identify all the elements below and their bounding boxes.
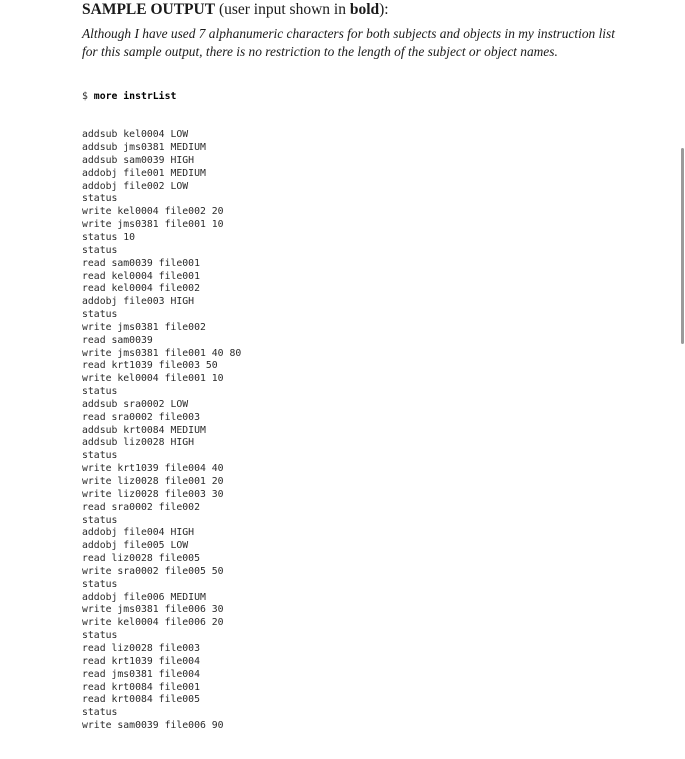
console-line: read jms0381 file004 bbox=[82, 668, 200, 680]
command-line bbox=[82, 91, 642, 104]
console-line: status bbox=[82, 309, 118, 321]
shell-prompt: $ bbox=[82, 90, 94, 102]
console-output bbox=[82, 65, 642, 759]
console-line: addsub krt0084 MEDIUM bbox=[82, 424, 206, 436]
italic-note: Although I have used 7 alphanumeric characters for both subjects and objects in my instruction list for this sample output, there is no restriction to the length of the subject or object names. bbox=[82, 26, 615, 59]
heading-bold-word: bold bbox=[349, 1, 380, 18]
console-line: addobj file006 MEDIUM bbox=[82, 591, 206, 603]
console-line: read sam0039 bbox=[82, 334, 153, 346]
console-line: addsub liz0028 HIGH bbox=[82, 437, 195, 449]
console-line: read krt0084 file005 bbox=[82, 694, 200, 706]
console-line: write liz0028 file003 30 bbox=[82, 488, 224, 500]
console-line: read kel0004 file001 bbox=[82, 270, 200, 282]
console-line: write sra0002 file005 50 bbox=[82, 565, 224, 577]
scrollbar[interactable] bbox=[677, 0, 685, 700]
console-line: write jms0381 file002 bbox=[82, 321, 206, 333]
console-line: status bbox=[82, 244, 118, 256]
scrollbar-thumb[interactable] bbox=[681, 148, 684, 344]
console-line: status bbox=[82, 707, 118, 719]
console-line: read kel0004 file002 bbox=[82, 283, 200, 295]
console-line: read krt0084 file001 bbox=[82, 681, 200, 693]
output-lines bbox=[82, 129, 642, 733]
console-line: status bbox=[82, 630, 118, 642]
heading-suffix: ): bbox=[379, 1, 389, 18]
console-line: addsub kel0004 LOW bbox=[82, 129, 189, 141]
console-line: write krt1039 file004 40 bbox=[82, 463, 224, 475]
console-line: addobj file003 HIGH bbox=[82, 296, 195, 308]
console-line: status 10 bbox=[82, 231, 136, 243]
console-line: write liz0028 file001 20 bbox=[82, 476, 224, 487]
console-line: read liz0028 file003 bbox=[82, 642, 200, 654]
console-line: addobj file005 LOW bbox=[82, 540, 189, 552]
heading-prefix: (user input shown in bbox=[215, 1, 350, 18]
console-line: read sra0002 file002 bbox=[82, 501, 200, 513]
console-line: write sam0039 file006 90 bbox=[82, 720, 224, 732]
console-line: write jms0381 file001 10 bbox=[82, 219, 224, 231]
document bbox=[82, 0, 642, 759]
console-line: read krt1039 file004 bbox=[82, 655, 200, 667]
console-line: write jms0381 file001 40 80 bbox=[82, 347, 242, 359]
console-line: read krt1039 file003 50 bbox=[82, 360, 218, 372]
console-line: addsub jms0381 MEDIUM bbox=[82, 142, 206, 154]
console-line: addsub sra0002 LOW bbox=[82, 398, 189, 410]
console-line: status bbox=[82, 193, 118, 205]
user-command: more instrList bbox=[93, 90, 177, 102]
console-line: status bbox=[82, 386, 118, 398]
heading-title: SAMPLE OUTPUT bbox=[82, 1, 216, 18]
console-line: addsub sam0039 HIGH bbox=[82, 154, 195, 166]
console-line: write kel0004 file001 10 bbox=[82, 373, 224, 385]
console-line: status bbox=[82, 578, 118, 590]
console-line: addobj file004 HIGH bbox=[82, 527, 195, 539]
console-line: status bbox=[82, 450, 118, 462]
console-line: addobj file002 LOW bbox=[82, 180, 189, 192]
console-line: read liz0028 file005 bbox=[82, 553, 200, 565]
console-line: read sra0002 file003 bbox=[82, 411, 200, 423]
console-line: write jms0381 file006 30 bbox=[82, 604, 224, 616]
console-line: addobj file001 MEDIUM bbox=[82, 167, 206, 179]
console-line: write kel0004 file006 20 bbox=[82, 617, 224, 629]
console-line: status bbox=[82, 514, 118, 526]
console-line: read sam0039 file001 bbox=[82, 257, 200, 269]
section-heading bbox=[82, 0, 642, 19]
console-line: write kel0004 file002 20 bbox=[82, 206, 224, 218]
